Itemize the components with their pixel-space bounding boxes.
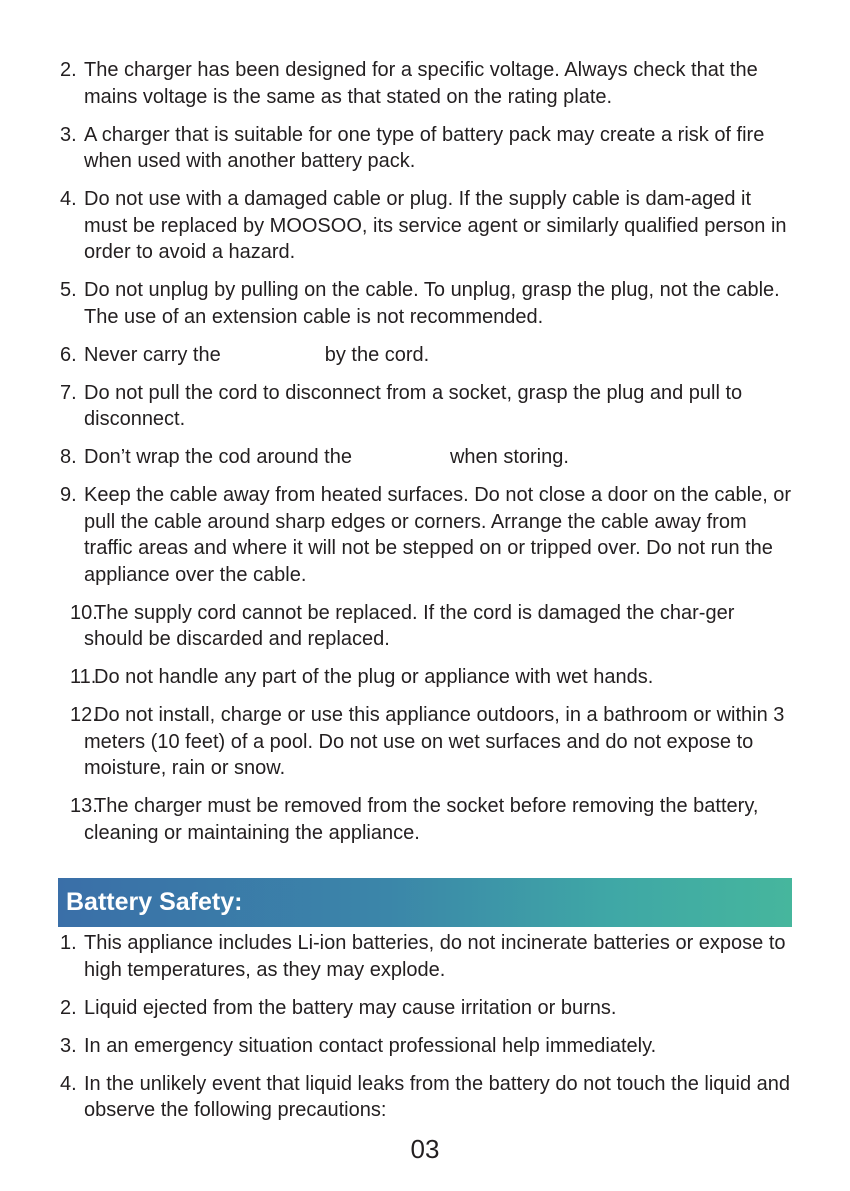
item-text-start: Never carry the: [84, 343, 221, 366]
item-text: The supply cord cannot be replaced. If the cord is damaged the char-ger should be discarded and replaced.: [84, 601, 735, 650]
item-text: Do not pull the cord to disconnect from a socket, grasp the plug and pull to disconnect.: [84, 381, 743, 430]
list-item: [60, 1071, 795, 1124]
item-text: Do not handle any part of the plug or appliance with wet hands.: [94, 666, 654, 688]
list-item: [60, 380, 795, 433]
item-text: Do not install, charge or use this appliance outdoors, in a bathroom or within 3 meters (10 feet) of a pool. Do not use on wet surfaces and do not expose to moisture, rain or snow.: [84, 704, 785, 779]
list-item: [60, 664, 795, 691]
list-item: [60, 482, 795, 588]
item-text: The charger must be removed from the socket before removing the battery, cleaning or maintaining the appliance.: [84, 795, 759, 844]
list-item: [60, 444, 795, 471]
item-text: In the unlikely event that liquid leaks from the battery do not touch the liquid and observe the following precautions:: [84, 1072, 790, 1121]
list-item: [60, 793, 795, 846]
item-text-start: Don’t wrap the cod around the: [84, 446, 352, 468]
item-text: The charger has been designed for a specific voltage. Always check that the mains voltage is the same as that stated on the rating plate.: [84, 59, 758, 108]
item-number: 2.: [60, 996, 77, 1019]
list-item: [60, 995, 795, 1022]
item-number: 2.: [60, 59, 77, 81]
list-item: [60, 1033, 795, 1060]
battery-safety-list: [60, 930, 795, 1135]
list-item: [60, 600, 795, 653]
item-number: 11.: [70, 666, 97, 688]
item-text-end: when storing.: [449, 446, 569, 468]
item-text: This appliance includes Li-ion batteries, do not incinerate batteries or expose to high temperatures, as they may explode.: [84, 932, 786, 981]
section-banner: [58, 878, 792, 927]
item-text: Liquid ejected from the battery may cause irritation or burns.: [84, 996, 617, 1019]
item-number: 10.: [70, 601, 98, 624]
safety-instructions-list: [60, 57, 795, 858]
item-text: Keep the cable away from heated surfaces. Do not close a door on the cable, or pull the cable around sharp edges or corners. Arrange the cable away from traffic areas and where it will not be stepped on or tripped over. Do not run the appliance over the cable.: [84, 484, 792, 586]
item-text-end: by the cord.: [324, 343, 430, 366]
list-item: [60, 930, 795, 983]
item-number: 9.: [60, 484, 77, 506]
list-item: [60, 277, 795, 330]
list-item: [60, 702, 795, 782]
list-item: [60, 342, 795, 369]
item-number: 4.: [60, 1072, 77, 1095]
item-number: 8.: [60, 446, 77, 468]
item-text: A charger that is suitable for one type of battery pack may create a risk of fire when used with another battery pack.: [84, 123, 765, 172]
list-item: [60, 186, 795, 266]
page-number: 03: [410, 1134, 440, 1164]
item-number: 13.: [70, 795, 98, 817]
item-number: 3.: [60, 123, 77, 146]
item-number: 6.: [60, 343, 77, 366]
item-number: 12.: [70, 704, 98, 726]
item-text: In an emergency situation contact professional help immediately.: [84, 1034, 657, 1057]
item-number: 3.: [60, 1034, 77, 1057]
section-title: Battery Safety:: [66, 888, 243, 916]
item-number: 7.: [60, 381, 77, 404]
list-item: [60, 122, 795, 175]
item-number: 1.: [60, 932, 77, 954]
item-text: Do not unplug by pulling on the cable. To unplug, grasp the plug, not the cable. The use of an extension cable is not recommended.: [84, 279, 780, 328]
list-item: [60, 57, 795, 110]
item-number: 4.: [60, 188, 77, 210]
item-number: 5.: [60, 279, 77, 301]
item-text: Do not use with a damaged cable or plug. If the supply cable is dam-aged it must be replaced by MOOSOO, its service agent or similarly qualified person in order to avoid a hazard.: [84, 188, 787, 263]
